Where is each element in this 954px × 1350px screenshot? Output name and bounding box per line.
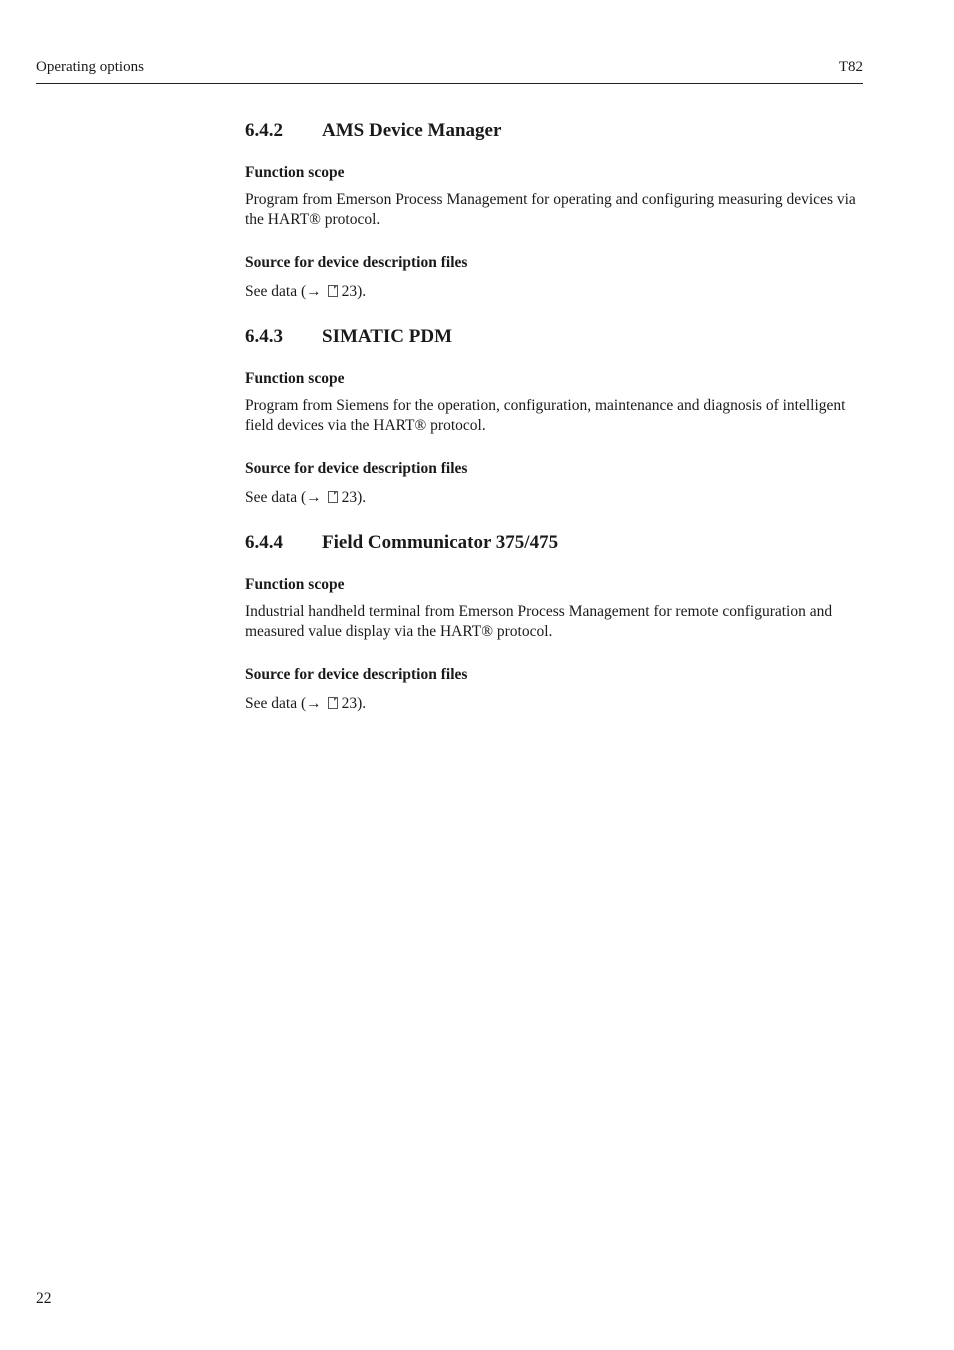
see-data-prefix: See data (→ — [245, 283, 322, 300]
function-scope-heading: Function scope — [245, 164, 345, 181]
page-ref-icon — [328, 285, 338, 297]
function-scope-heading: Function scope — [245, 576, 345, 593]
section-field-communicator — [245, 530, 865, 714]
source-heading: Source for device description files — [245, 460, 468, 477]
see-data-reference[interactable] — [245, 488, 865, 508]
page-ref-icon — [328, 491, 338, 503]
function-scope-heading: Function scope — [245, 370, 345, 387]
section-simatic-pdm — [245, 324, 865, 508]
section-number: 6.4.2 — [245, 120, 283, 141]
section-heading — [245, 324, 865, 350]
section-title: SIMATIC PDM — [322, 326, 453, 347]
page-number: 22 — [36, 1290, 52, 1307]
source-heading: Source for device description files — [245, 666, 468, 683]
page-ref-icon — [328, 697, 338, 709]
see-data-reference[interactable] — [245, 694, 865, 714]
section-heading — [245, 118, 865, 144]
header-product-name: T82 — [838, 59, 863, 75]
section-ams-device-manager — [245, 118, 865, 302]
see-data-reference[interactable] — [245, 282, 865, 302]
section-number: 6.4.3 — [245, 326, 283, 347]
section-title: AMS Device Manager — [322, 120, 502, 141]
see-data-prefix: See data (→ — [245, 489, 322, 506]
source-heading: Source for device description files — [245, 254, 468, 271]
section-heading — [245, 530, 865, 556]
see-data-page: 23). — [341, 283, 367, 300]
function-scope-text: Program from Siemens for the operation, configuration, maintenance and diagnosis of intelligent field devices via the HART® protocol. — [245, 397, 846, 434]
function-scope-text: Industrial handheld terminal from Emerson Process Management for remote configuration and measured value display via the HART® protocol. — [245, 603, 833, 640]
header-chapter-title: Operating options — [36, 59, 144, 75]
main-content — [245, 118, 865, 714]
see-data-prefix: See data (→ — [245, 695, 322, 712]
page-header — [36, 56, 863, 84]
section-title: Field Communicator 375/475 — [322, 532, 559, 553]
see-data-page: 23). — [341, 695, 367, 712]
section-number: 6.4.4 — [245, 532, 283, 553]
see-data-page: 23). — [341, 489, 367, 506]
function-scope-text: Program from Emerson Process Management for operating and configuring measuring devices via the HART® protocol. — [245, 191, 856, 228]
